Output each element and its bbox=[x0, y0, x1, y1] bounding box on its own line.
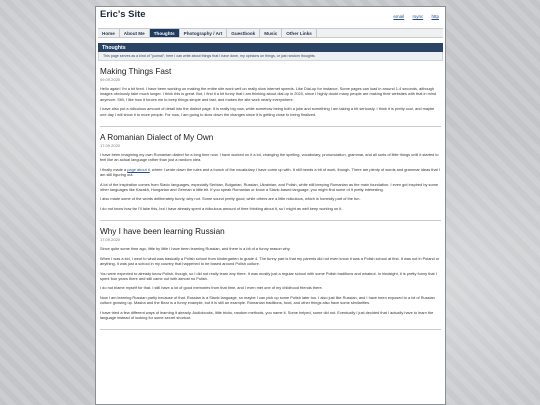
post-date: 17.09.2020 bbox=[100, 143, 121, 149]
post-paragraph: I also made some of the words deliberately funny, why not. Some sound pretty good, while others are a little ridiculous, which is honestly part of the fun. bbox=[100, 196, 361, 202]
post-paragraph: I do not know how far I'll take this, but I have already spent a ridiculous amount of time thinking about it, so I might as well keep working on it. bbox=[100, 205, 343, 211]
section-title-bar: Thoughts bbox=[98, 43, 443, 52]
email-link[interactable]: email bbox=[393, 14, 405, 19]
nav-other-links[interactable]: Other Links bbox=[282, 29, 317, 37]
post-paragraph bbox=[100, 167, 441, 178]
post bbox=[100, 133, 441, 221]
nav-guestbook[interactable]: Guestbook bbox=[227, 29, 260, 37]
post-paragraph: Since quite some time ago, little by little I have been learning Russian, and there is a bit of a funny reason why. bbox=[100, 246, 291, 252]
dialect-page-link[interactable]: page about it bbox=[127, 166, 150, 172]
section-description: This page serves as a kind of "journal"; here I can write about things that I have done, my opinions on things, or just random thoughts. bbox=[98, 52, 443, 61]
nav-home[interactable]: Home bbox=[98, 29, 120, 37]
post-paragraph: I have been imagining my own Romanian dialect for a long time now. I have worked on it a lot, changing the spelling, vocabulary, pronunciation, grammar, and all sorts of little things until it started to feel like an actual language rather than just a random idea. bbox=[100, 152, 439, 163]
paragraph-text: , where I wrote down the rules and a bunch of the vocabulary I have come up with. It still needs a bit of work, though. There are plenty of words and grammar ideas that I am still figuring out. bbox=[100, 166, 440, 178]
rsync-link[interactable]: rsync bbox=[412, 14, 424, 19]
page-container bbox=[95, 6, 446, 405]
post bbox=[100, 227, 441, 330]
post-title: Why I have been learning Russian bbox=[100, 227, 225, 237]
site-header bbox=[96, 7, 445, 28]
nav-about-me[interactable]: About Me bbox=[120, 29, 150, 37]
post-paragraph: I have also put a ridiculous amount of detail into the dialect page. It is really big now, while somehow being both a joke and something I am taking a bit seriously. I think it is pretty cool, and maybe one day I will show it to more people. For now, I am going to slow down the changes since it is getting close to being finalized. bbox=[100, 106, 435, 117]
top-links bbox=[386, 14, 439, 19]
post-paragraph: Now I am learning Russian partly because of that. Russian is a Slavic language, so maybe I can pick up some Polish later too. I also just like Russian, and I have been exposed to a lot of Russian culture growing up. Masha and the Bear is a funny example, but it is still an example. Romanian traditions, food, and other things also have some similarities. bbox=[100, 294, 435, 306]
post-title: Making Things Fast bbox=[100, 67, 172, 76]
post-date: 17.09.2020 bbox=[100, 237, 121, 243]
post-paragraph: You were expected to already know Polish, though, so I did not really learn any there. It was mostly just a regular school with some Polish traditions and whatnot. In hindsight, it is pretty funny that I spent four years there and still came out with almost no Polish. bbox=[100, 270, 437, 281]
post-paragraph: I do not blame myself for that. I still have a lot of good memories from that time, and I even met one of my childhood friends there. bbox=[100, 285, 323, 291]
http-link[interactable]: http bbox=[431, 14, 439, 19]
post-paragraph: Hello again! I'm a bit tired. I have been working on making the entire site work well on really slow internet speeds. Like Dial-up for instance. Some pages can load in around 1-4 seconds, although images obviously take much longer. I think this is great. But, I find it a bit funny that I am thinking about dial-up in 2020, since I highly doubt many people are making their websites with that in mind anymore. Still, I like how it forces me to keep things simple and fast, and makes the site work nearly everywhere. bbox=[100, 86, 437, 102]
post-paragraph: I have tried a few different ways of learning it already. Audiobooks, little tricks, random methods, you name it. Some helped, some did not. Eventually I just decided that I actually have to learn the language instead of looking for some secret shortcut. bbox=[100, 309, 434, 320]
post-date: 09.09.2020 bbox=[100, 77, 121, 82]
post-paragraph: When I was a kid, I went to what was basically a Polish school from kindergarten to grade 4. The funny part is that my parents did not even know it was a Polish school at first. It was not in Poland or anything, it was just a school in my country that happened to be based around Polish culture. bbox=[100, 255, 440, 267]
post bbox=[100, 67, 441, 127]
nav-music[interactable]: Music bbox=[260, 29, 282, 37]
nav-thoughts[interactable]: Thoughts bbox=[150, 29, 180, 37]
site-title[interactable]: Eric's Site bbox=[100, 9, 146, 20]
nav-photography-art[interactable]: Photography / Art bbox=[180, 29, 228, 37]
posts-list bbox=[96, 67, 445, 330]
post-paragraph: A lot of the inspiration comes from Slavic languages, especially Serbian, Bulgarian, Russian, Ukrainian, and Polish, while still keeping Romanian as the main foundation. I even got inspired by some other languages like Kazakh, Hungarian and German a little bit. If you speak Romanian or know a Slavic-based language, you might find some of it pretty interesting. bbox=[100, 181, 439, 193]
paragraph-text: I finally made a bbox=[100, 166, 128, 172]
main-nav bbox=[98, 28, 443, 38]
post-title: A Romanian Dialect of My Own bbox=[100, 133, 214, 143]
